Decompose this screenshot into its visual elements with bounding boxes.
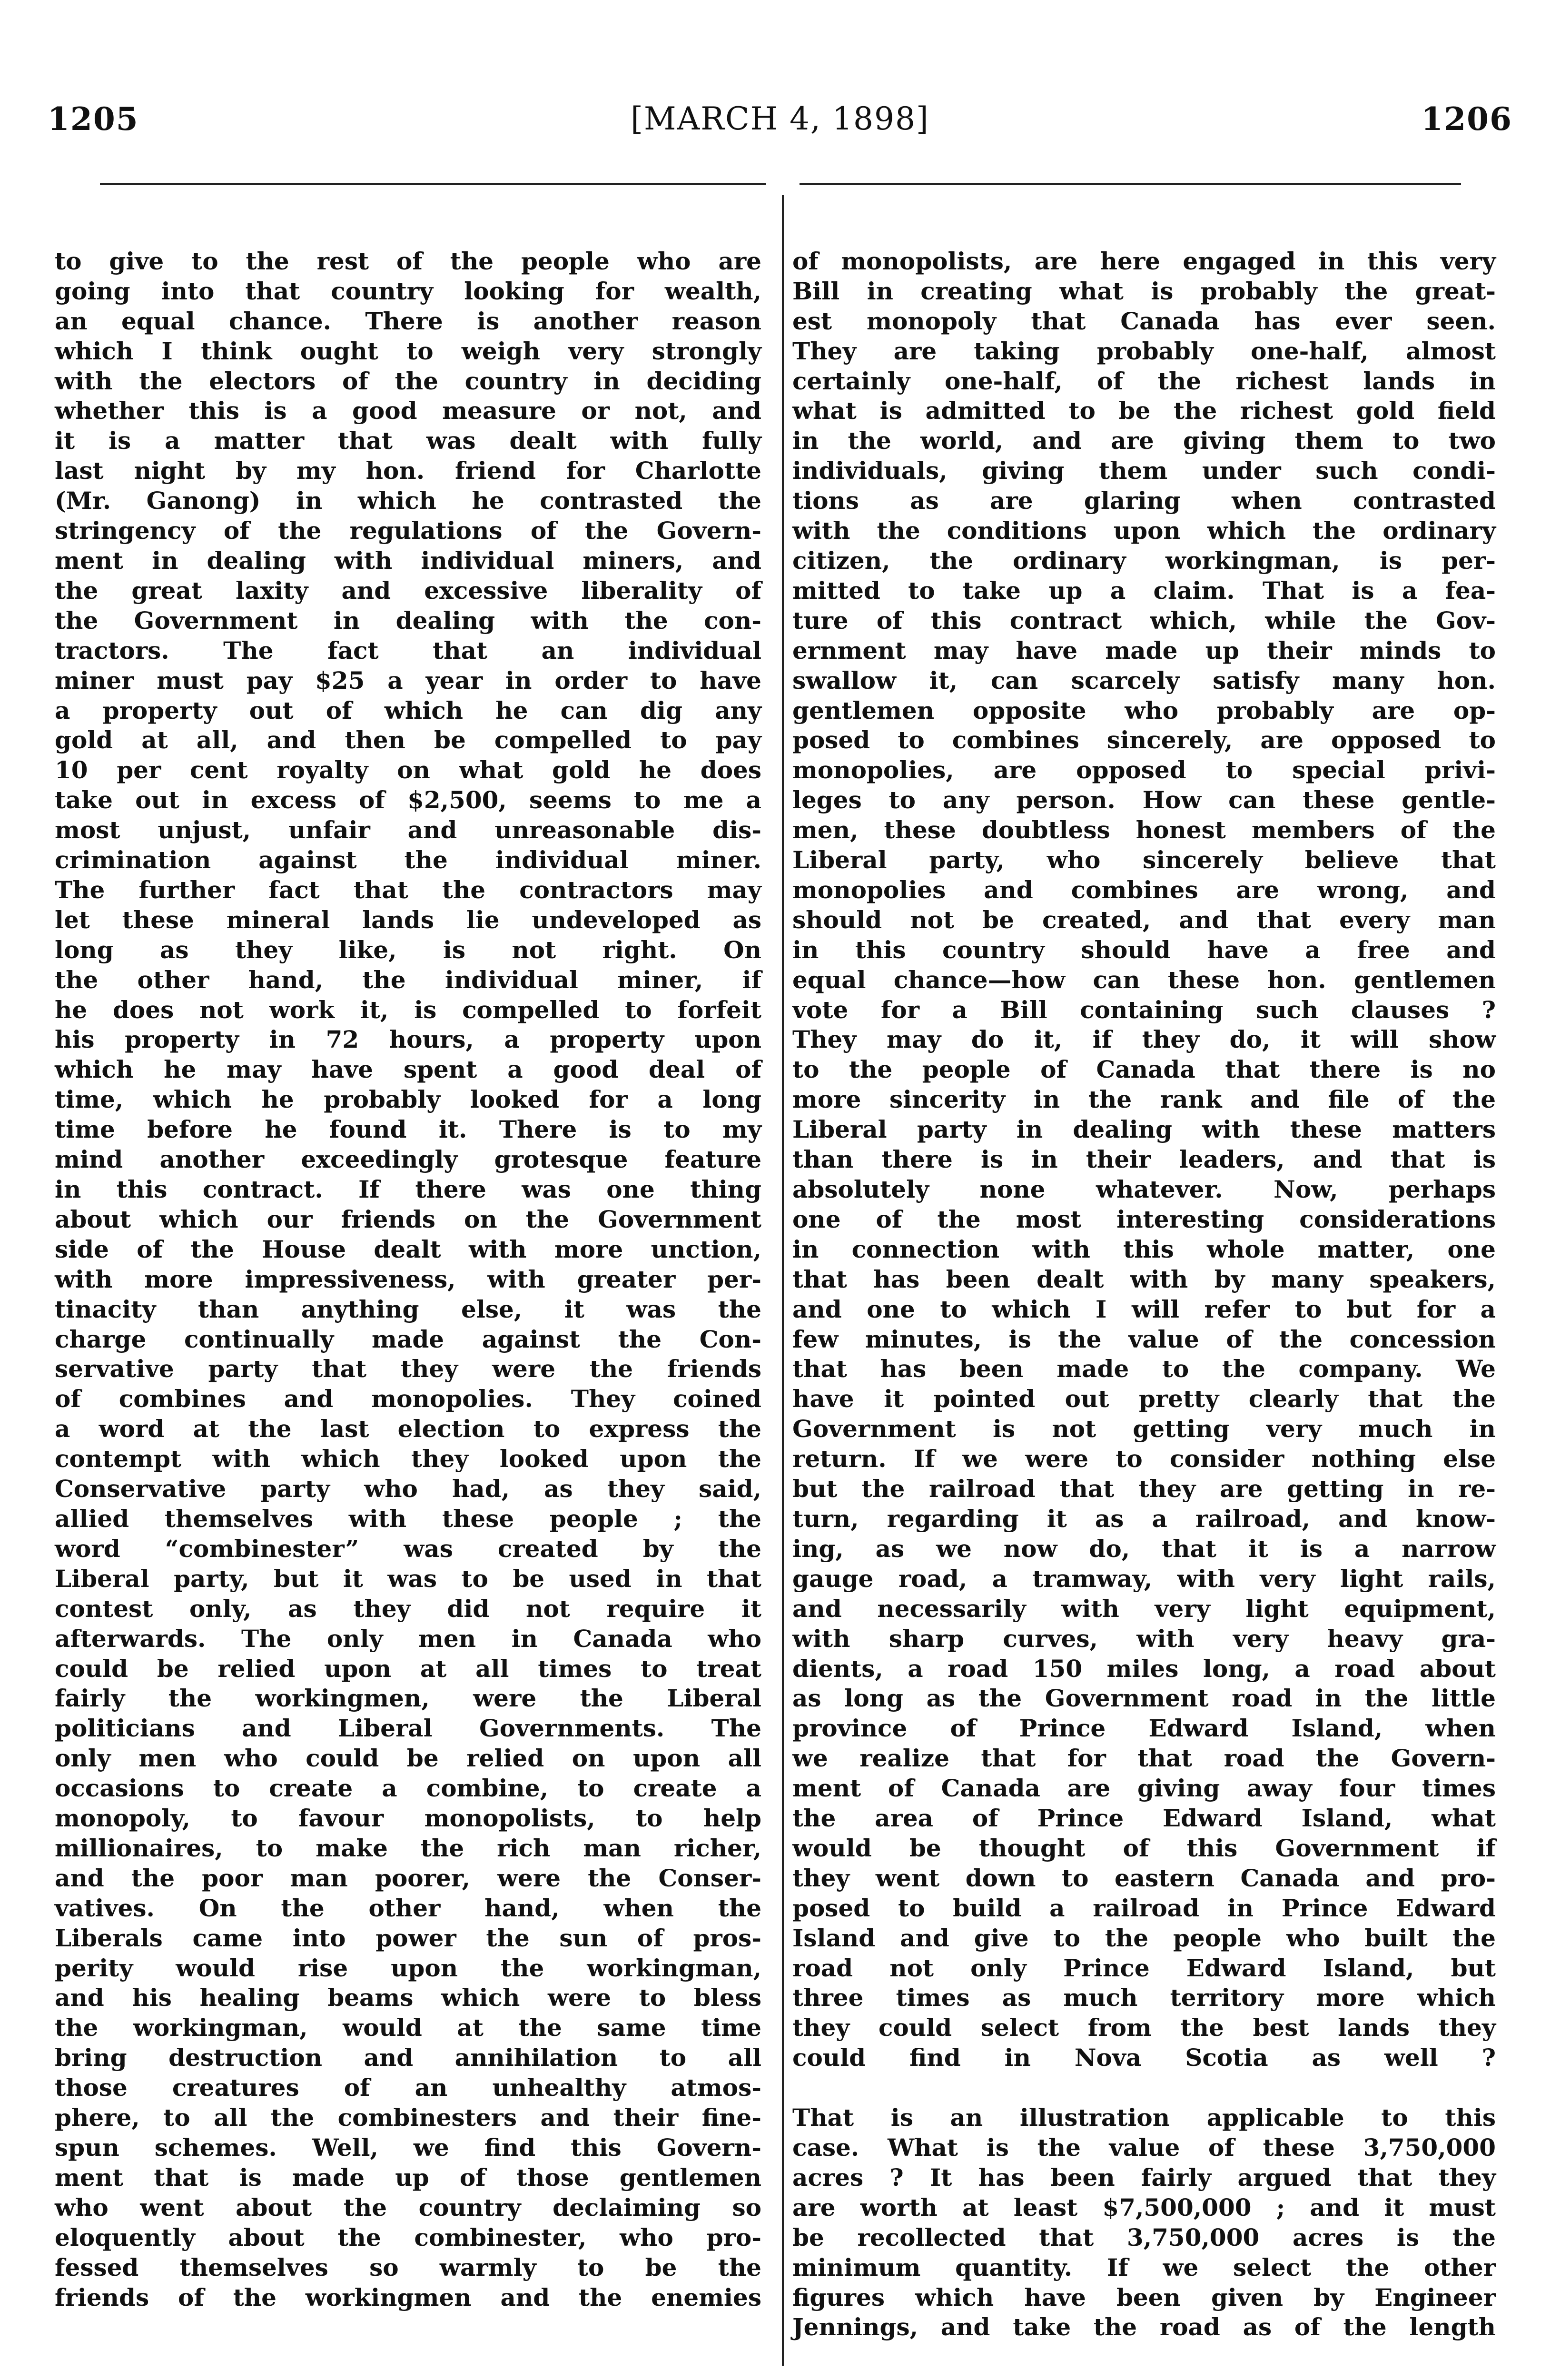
right-column [792, 217, 1496, 2372]
right-column-paragraph-2: That is an illustration applicable to this case. What is the value of these 3,750,000 acres ? It has been fairly argued that they are worth at least $7,500,000 ; and it must be recollected that 3,750,000 acres is the minimum quantity. If we select the other figures which have been given by Engineer Jennings, and take the road as of the length [792, 2103, 1496, 2341]
page-header [0, 98, 1560, 140]
column-divider [782, 195, 784, 2366]
left-column [55, 217, 761, 2342]
left-column-text: to give to the rest of the people who are going into that country looking for wealth, an equal chance. There is another reason which I think ought to weigh very strongly with the electors of the country in deciding whether this is a good measure or not, and it is a matter that was dealt with fully last night by my hon. friend for Charlotte (Mr. Ganong) in which he contrasted the stringency of the regulations of the Govern- ment in dealing with individual miners, and the great laxity and excessive liberality of the Government in dealing with the con- tractors. The fact that an individual miner must pay $25 a year in order to have a property out of which he can dig any gold at all, and then be compelled to pay 10 per cent royalty on what gold he does take out in excess of $2,500, seems to me a most unjust, unfair and unreasonable dis- crimination against the individual miner. The further fact that the contractors may let these mineral lands lie undeveloped as long as they like, is not right. On the other hand, the individual miner, if he does not work it, is compelled to forfeit his property in 72 hours, a property upon which he may have spent a good deal of time, which he probably looked for a long time before he found it. There is to my mind another exceedingly grotesque feature in this contract. If there was one thing about which our friends on the Government side of the House dealt with more unction, with more impressiveness, with greater per- tinacity than anything else, it was the charge continually made against the Con- servative party that they were the friends of combines and monopolies. They coined a word at the last election to express the contempt with which they looked upon the Conservative party who had, as they said, allied themselves with these people ; the word “combinester” was created by the Liberal party, but it was to be used in that contest only, as they did not require it afterwards. The only men in Canada who could be relied upon at all times to treat fairly the workingmen, were the Liberal politicians and Liberal Governments. The only men who could be relied on upon all occasions to create a combine, to create a monopoly, to favour monopolists, to help millionaires, to make the rich man richer, and the poor man poorer, were the Conser- vatives. On the other hand, when the Liberals came into power the sun of pros- perity would rise upon the workingman, and his healing beams which were to bless the workingman, would at the same time bring destruction and annihilation to all those creatures of an unhealthy atmos- phere, to all the combinesters and their fine- spun schemes. Well, we find this Govern- ment that is made up of those gentlemen who went about the country declaiming so eloquently about the combinester, who pro- fessed themselves so warmly to be the friends of the workingmen and the enemies [55, 247, 761, 2311]
header-rule-right [800, 183, 1461, 185]
header-date: [MARCH 4, 1898] [631, 100, 929, 137]
header-page-number-left: 1205 [48, 100, 139, 138]
header-rule-left [100, 183, 766, 185]
right-column-paragraph-1: of monopolists, are here engaged in this very Bill in creating what is probably the great- est monopoly that Canada has ever seen. They are taking probably one-half, almost certainly one-half, of the richest lands in what is admitted to be the richest gold field in the world, and are giving them to two individuals, giving them under such condi- tions as are glaring when contrasted with the conditions upon which the ordinary citizen, the ordinary workingman, is per- mitted to take up a claim. That is a fea- ture of this contract which, while the Gov- ernment may have made up their minds to swallow it, can scarcely satisfy many hon. gentlemen opposite who probably are op- posed to combines sincerely, are opposed to monopolies, are opposed to special privi- leges to any person. How can these gentle- men, these doubtless honest members of the Liberal party, who sincerely believe that monopolies and combines are wrong, and should not be created, and that every man in this country should have a free and equal chance—how can these hon. gentlemen vote for a Bill containing such clauses ? They may do it, if they do, it will show to the people of Canada that there is no more sincerity in the rank and file of the Liberal party in dealing with these matters than there is in their leaders, and that is absolutely none whatever. Now, perhaps one of the most interesting considerations in connection with this whole matter, one that has been dealt with by many speakers, and one to which I will refer to but for a few minutes, is the value of the concession that has been made to the company. We have it pointed out pretty clearly that the Government is not getting very much in return. If we were to consider nothing else but the railroad that they are getting in re- turn, regarding it as a railroad, and know- ing, as we now do, that it is a narrow gauge road, a tramway, with very light rails, and necessarily with very light equipment, with sharp curves, with very heavy gra- dients, a road 150 miles long, a road about as long as the Government road in the little province of Prince Edward Island, when we realize that for that road the Govern- ment of Canada are giving away four times the area of Prince Edward Island, what would be thought of this Government if they went down to eastern Canada and pro- posed to build a railroad in Prince Edward Island and give to the people who built the road not only Prince Edward Island, but three times as much territory more which they could select from the best lands they could find in Nova Scotia as well ? [792, 247, 1496, 2072]
header-page-number-right: 1206 [1421, 100, 1512, 138]
